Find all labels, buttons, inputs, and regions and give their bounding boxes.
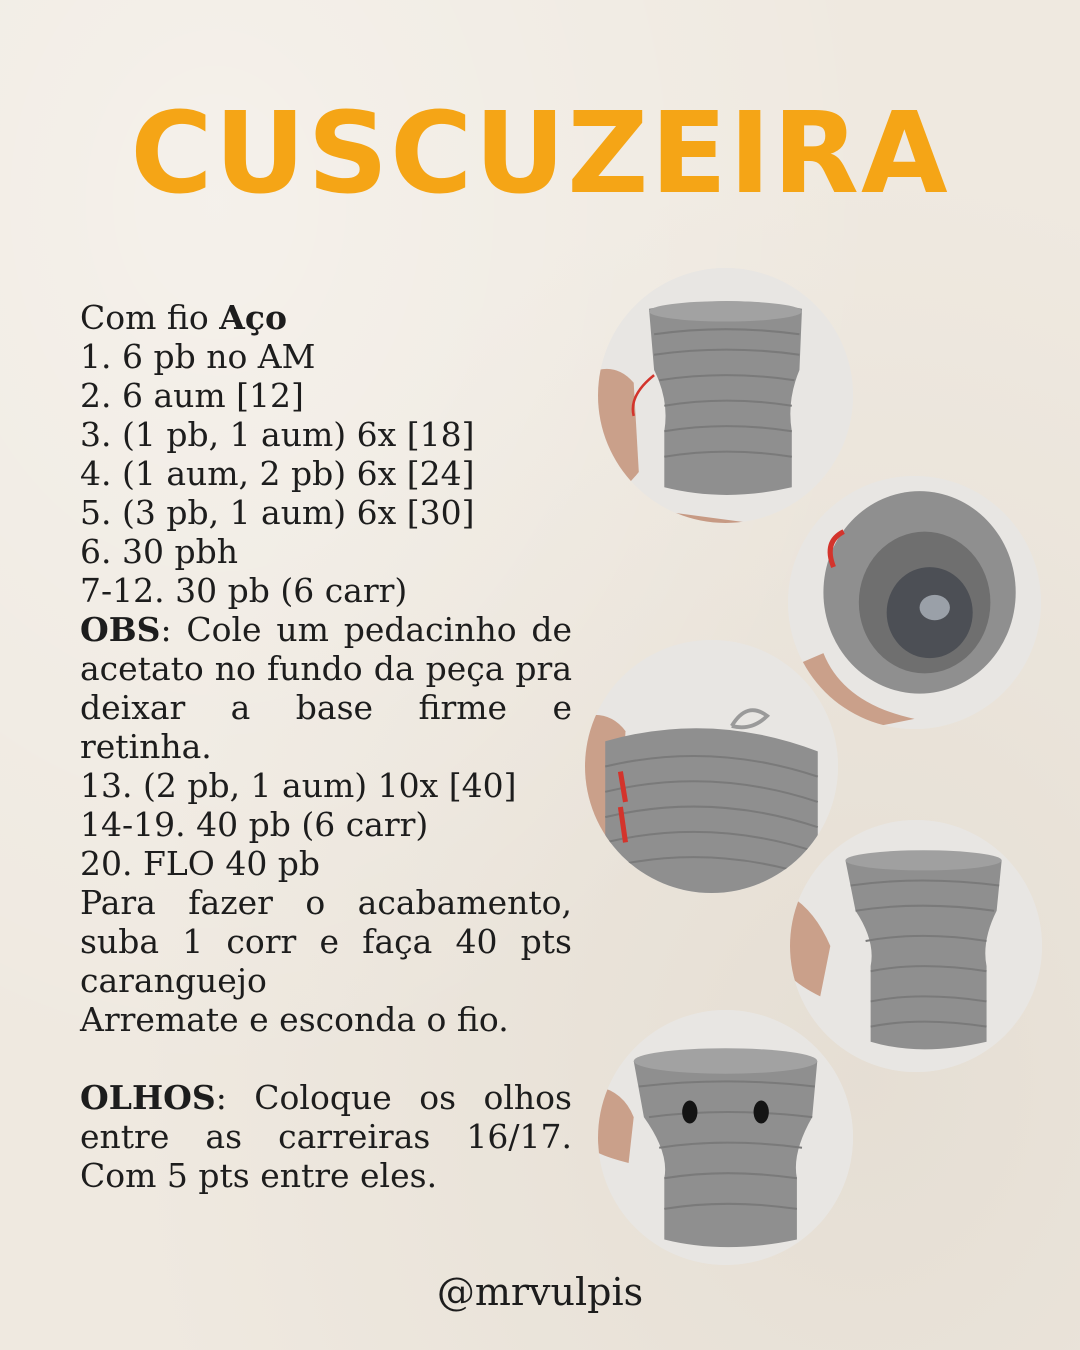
round-5: 5. (3 pb, 1 aum) 6x [30] [80,493,475,532]
round-2: 2. 6 aum [12] [80,376,304,415]
yarn-prefix: Com fio [80,298,220,337]
round-1: 1. 6 pb no AM [80,337,316,376]
photo-cup-finished [790,820,1042,1072]
yarn-name: Aço [219,298,287,337]
round-20: 20. FLO 40 pb [80,844,321,883]
obs-label: OBS [80,610,161,649]
photo-cup-inside [788,476,1041,729]
author-handle: @mrvulpis [436,1270,644,1314]
round-14-19: 14-19. 40 pb (6 carr) [80,805,429,844]
round-7-12: 7-12. 30 pb (6 carr) [80,571,408,610]
finish-note: Para fazer o acabamento, suba 1 corr e faça 40 pts caranguejo [80,883,572,1000]
obs-note [80,610,572,766]
eyes-note [80,1078,572,1195]
eyes-label: OLHOS [80,1078,216,1117]
round-6: 6. 30 pbh [80,532,238,571]
spacer [80,1039,572,1078]
obs-text: : Cole um pedacinho de acetato no fundo da peça pra deixar a base firme e retinha. [80,610,572,766]
yarn-line [80,298,572,337]
photo-cup-eyes [598,1010,853,1265]
photo-cup-marker [585,640,838,893]
eyes-text: : Coloque os olhos entre as carreiras 16/17. Com 5 pts entre eles. [80,1078,572,1195]
fasten-note: Arremate e esconda o fio. [80,1000,509,1039]
page-title: CUSCUZEIRA [130,89,950,219]
round-4: 4. (1 aum, 2 pb) 6x [24] [80,454,475,493]
round-3: 3. (1 pb, 1 aum) 6x [18] [80,415,475,454]
photo-cup-side [598,268,853,523]
round-13: 13. (2 pb, 1 aum) 10x [40] [80,766,517,805]
recipe-text [80,298,572,1195]
